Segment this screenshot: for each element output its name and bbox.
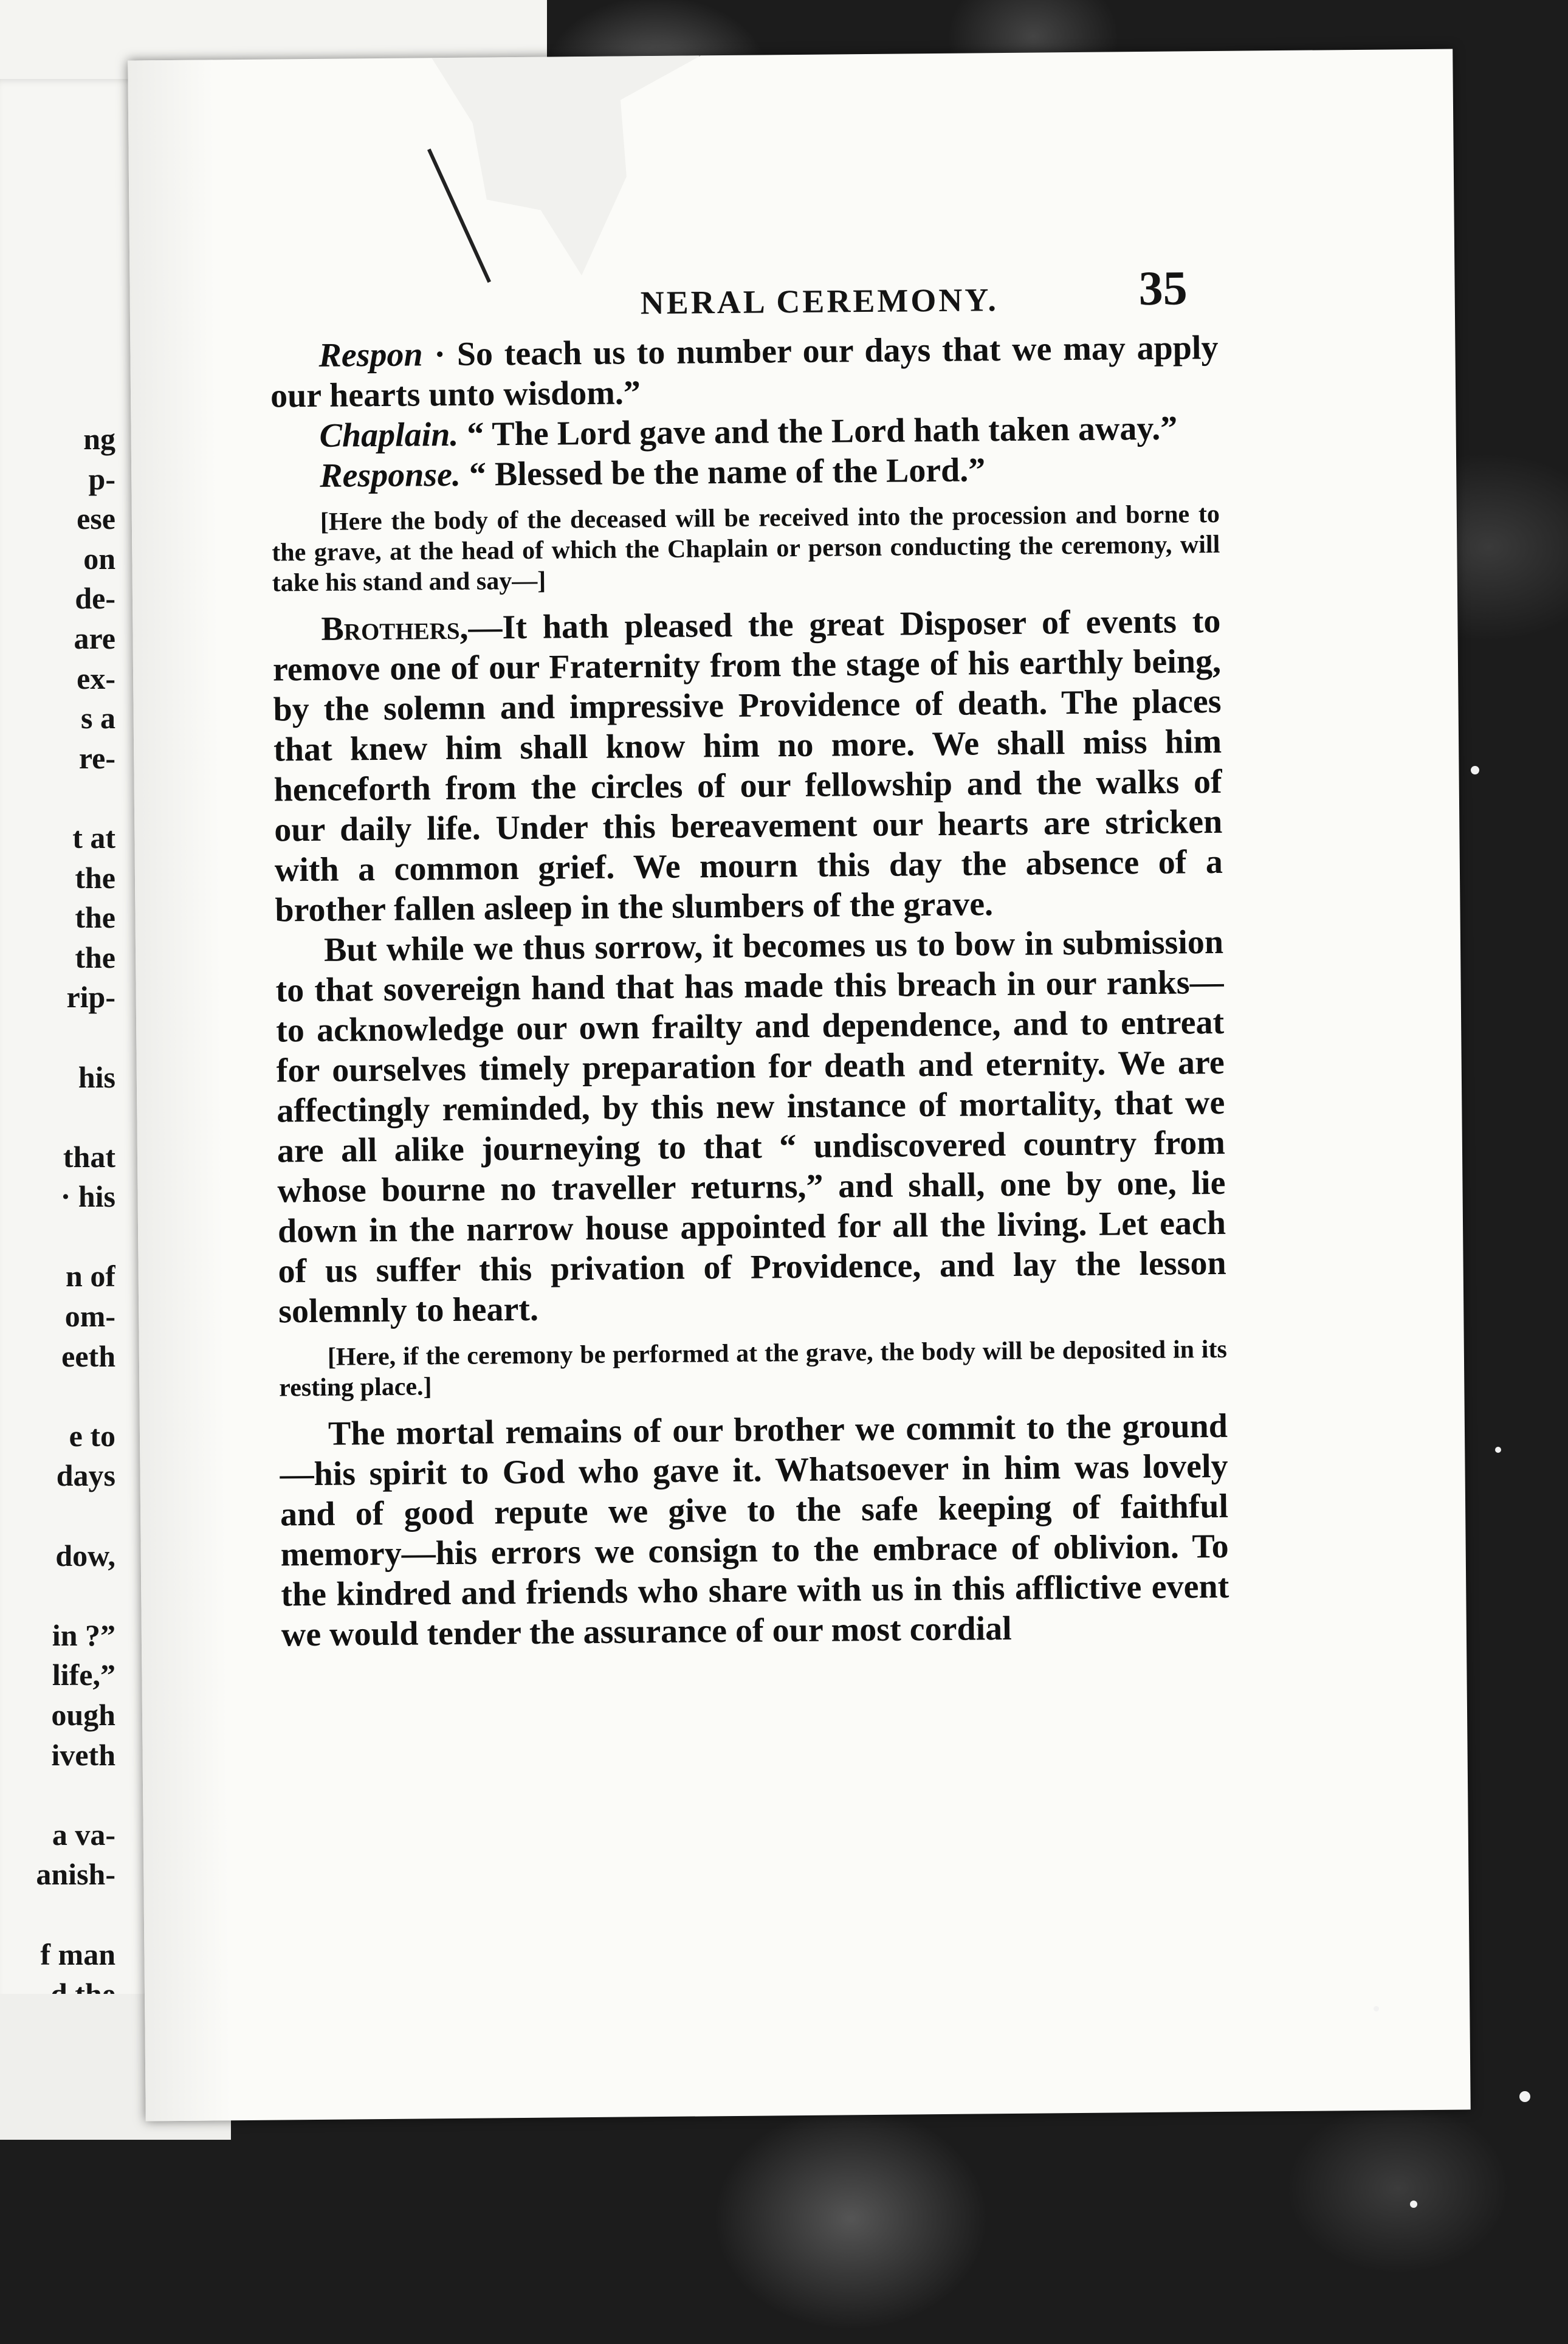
rubric-procession: [Here the body of the deceased will be received into the procession and borne to the grave, at the head of which the Chaplain or person conducting the ceremony, will take his stand and say—] bbox=[272, 500, 1220, 598]
running-head: NERAL CEREMONY. bbox=[640, 281, 999, 322]
paragraph-brothers-text: —It hath pleased the great Disposer of events to remove one of our Fraternity from the stage of his earthly being, by the solemn and impressive Providence of death. The places that knew him shall know him no more. We shall miss him henceforth from the circles of our fellowship and the walks of our daily life. Under this bereavement our hearts are stricken with a common grief. We mourn this day the absence of a brother fallen asleep in the slumbers of the grave. bbox=[272, 602, 1223, 929]
paragraph-sorrow: But while we thus sorrow, it becomes us to bow in submission to that sovereign hand that has made this breach in our ranks—to acknowledge our own frailty and dependence, and to entreat for ourselves timely preparation for death and eternity. We are affectingly reminded, by this new instance of mortality, that we are all alike journeying to that “ undiscovered country from whose bourne no traveller returns,” and shall, one by one, lie down in the narrow house appointed for all the living. Let each of us suffer this privation of Providence, and lay the lesson solemnly to heart. bbox=[275, 923, 1226, 1331]
chaplain-speaker: Chaplain. bbox=[319, 415, 459, 455]
previous-page-text-fragments: ng p- ese on de- are ex- s a re- t at the the the rip- his that · his n of om- eeth e to days dow, in ?” life,” ough iveth a va- anish- f man bbox=[36, 422, 115, 1971]
page-body bbox=[270, 328, 1229, 1655]
page-gutter bbox=[128, 60, 231, 2121]
dust-speck bbox=[1410, 2201, 1417, 2208]
brothers-lead: Brothers, bbox=[321, 608, 469, 648]
paragraph-committal: The mortal remains of our brother we commit to the ground—his spirit to God who gave it. Whatsoever in him was lovely and of good repute we give to the safe keeping of faithful memory—his errors we consign to the embrace of oblivion. To the kindred and friends who share with us in this afflictive event we would tender the assurance of our most cordial bbox=[280, 1407, 1229, 1654]
dust-speck bbox=[1374, 2006, 1379, 2011]
chaplain-text: “ The Lord gave and the Lord hath taken away.” bbox=[467, 409, 1178, 453]
dust-speck bbox=[1519, 2091, 1530, 2102]
page-number: 35 bbox=[1138, 261, 1188, 316]
response-2 bbox=[271, 448, 1220, 497]
response-2-speaker: Response. bbox=[319, 455, 461, 495]
response-1 bbox=[270, 328, 1219, 416]
dust-speck bbox=[1495, 1447, 1501, 1453]
response-2-text: “ Blessed be the name of the Lord.” bbox=[469, 451, 986, 494]
book-page-35 bbox=[128, 49, 1471, 2122]
rubric-grave: [Here, if the ceremony be performed at the grave, the body will be deposited in its resting place.] bbox=[279, 1335, 1228, 1402]
chaplain-line bbox=[270, 408, 1219, 457]
response-1-text: · So teach us to number our days that we may apply our hearts unto wisdom.” bbox=[270, 328, 1219, 415]
paragraph-brothers bbox=[272, 601, 1223, 931]
response-1-speaker: Respon bbox=[318, 336, 423, 374]
dust-speck bbox=[1471, 766, 1479, 774]
